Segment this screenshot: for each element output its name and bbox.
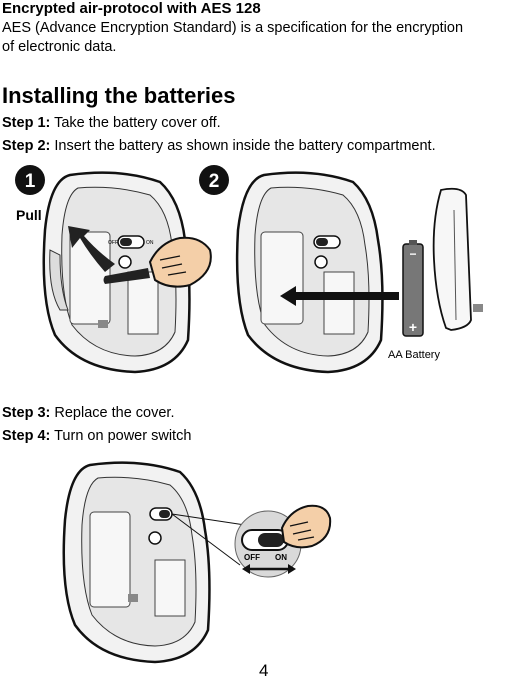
step-label: Step 4: bbox=[2, 428, 51, 444]
step-4 bbox=[2, 428, 191, 444]
svg-text:OFF: OFF bbox=[244, 553, 260, 562]
finger-icon bbox=[282, 506, 330, 548]
step-text: Insert the battery as shown inside the battery compartment. bbox=[50, 138, 436, 154]
svg-text:2: 2 bbox=[208, 171, 220, 192]
svg-text:OFF: OFF bbox=[108, 240, 118, 246]
battery-compartment bbox=[261, 232, 303, 324]
step-3 bbox=[2, 405, 174, 421]
battery-cover bbox=[90, 512, 130, 607]
section-title: Installing the batteries bbox=[2, 83, 236, 108]
mouse-cover-removal-figure bbox=[10, 160, 220, 375]
step-text: Replace the cover. bbox=[50, 405, 175, 421]
svg-text:1: 1 bbox=[24, 171, 36, 192]
aa-battery-label: AA Battery bbox=[388, 349, 440, 361]
heading: Encrypted air-protocol with AES 128 bbox=[2, 0, 261, 17]
step-1 bbox=[2, 115, 221, 131]
sensor bbox=[149, 532, 161, 544]
svg-text:+: + bbox=[408, 319, 418, 335]
sensor bbox=[315, 256, 327, 268]
step-label: Step 3: bbox=[2, 405, 51, 421]
svg-text:ON: ON bbox=[275, 553, 287, 562]
power-switch bbox=[118, 236, 144, 248]
battery-insertion-figure bbox=[196, 160, 516, 375]
step-text: Turn on power switch bbox=[50, 428, 192, 444]
intro-line-2: of electronic data. bbox=[2, 39, 117, 55]
step-2 bbox=[2, 138, 436, 154]
page-number: 4 bbox=[259, 661, 269, 680]
svg-text:−: − bbox=[409, 247, 417, 261]
power-switch-figure bbox=[60, 450, 335, 665]
sensor bbox=[119, 256, 131, 268]
pull-label: Pull bbox=[16, 207, 42, 223]
svg-text:ON: ON bbox=[146, 240, 154, 246]
intro-line-1: AES (Advance Encryption Standard) is a specification for the encryption bbox=[2, 20, 464, 36]
step-label: Step 1: bbox=[2, 115, 51, 131]
step-text: Take the battery cover off. bbox=[50, 115, 221, 131]
power-switch bbox=[314, 236, 340, 248]
power-switch-zoomed bbox=[242, 530, 288, 550]
step-label: Step 2: bbox=[2, 138, 51, 154]
power-switch bbox=[150, 508, 172, 520]
battery-cover bbox=[434, 189, 471, 330]
